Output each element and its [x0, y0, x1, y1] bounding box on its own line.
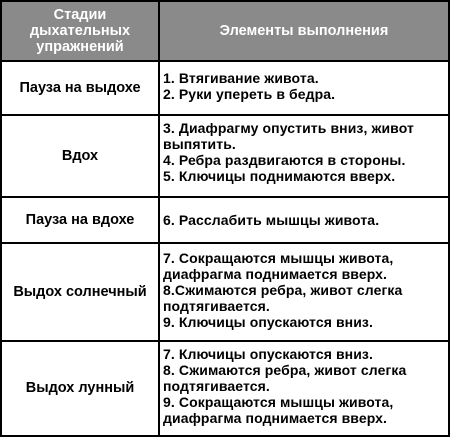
element-line: диафрагма поднимается вверх. — [163, 410, 388, 426]
stage-cell — [2, 62, 158, 114]
element-line: 7. Ключицы опускаются вниз. — [163, 346, 373, 362]
element-line: диафрагма поднимается вверх. — [163, 266, 388, 282]
element-line: 8. Сжимаются ребра, живот слегка — [163, 362, 407, 378]
element-line: подтягивается. — [163, 298, 270, 314]
elements-cell — [160, 116, 448, 196]
element-line: 4. Ребра раздвигаются в стороны. — [163, 152, 406, 168]
table-header-row — [2, 2, 448, 60]
element-line: подтягивается. — [163, 378, 270, 394]
stage-cell — [2, 244, 158, 340]
header-stages-cell — [2, 2, 158, 60]
header-elements-cell — [160, 2, 448, 60]
element-line: 6. Расслабить мышцы живота. — [163, 212, 380, 228]
column-divider — [158, 2, 160, 435]
stage-cell — [2, 116, 158, 196]
header-elements-label: Элементы выполнения — [219, 23, 389, 39]
elements-cell — [160, 342, 448, 435]
stage-cell — [2, 342, 158, 435]
element-line: 7. Сокращаются мышцы живота, — [163, 250, 394, 266]
stage-cell — [2, 198, 158, 242]
stage-label: Пауза на вдохе — [25, 211, 135, 228]
stage-label: Пауза на выдохе — [19, 79, 141, 96]
elements-cell — [160, 62, 448, 114]
element-line: 2. Руки упереть в бедра. — [163, 86, 336, 102]
elements-cell — [160, 198, 448, 242]
element-line: 8.Сжимаются ребра, живот слегка — [163, 282, 403, 298]
element-line: 3. Диафрагму опустить вниз, живот — [163, 120, 414, 136]
table-row — [2, 244, 448, 340]
element-line: 9. Сокращаются мышцы живота, — [163, 394, 394, 410]
stage-label: Выдох лунный — [25, 380, 135, 396]
element-line: 9. Ключицы опускаются вниз. — [163, 314, 373, 330]
header-stages-line: Стадии — [53, 7, 107, 23]
table-row — [2, 342, 448, 435]
elements-cell — [160, 244, 448, 340]
element-line: 5. Ключицы поднимаются вверх. — [163, 168, 396, 184]
stage-label: Выдох солнечный — [13, 283, 147, 300]
table-row — [2, 116, 448, 196]
table-row — [2, 62, 448, 114]
element-line: выпятить. — [163, 136, 236, 152]
header-stages-line: дыхательных — [29, 23, 131, 39]
header-stages-line: упражнений — [36, 39, 124, 55]
stage-label: Вдох — [61, 147, 99, 164]
element-line: 1. Втягивание живота. — [163, 70, 319, 86]
table-row — [2, 198, 448, 242]
